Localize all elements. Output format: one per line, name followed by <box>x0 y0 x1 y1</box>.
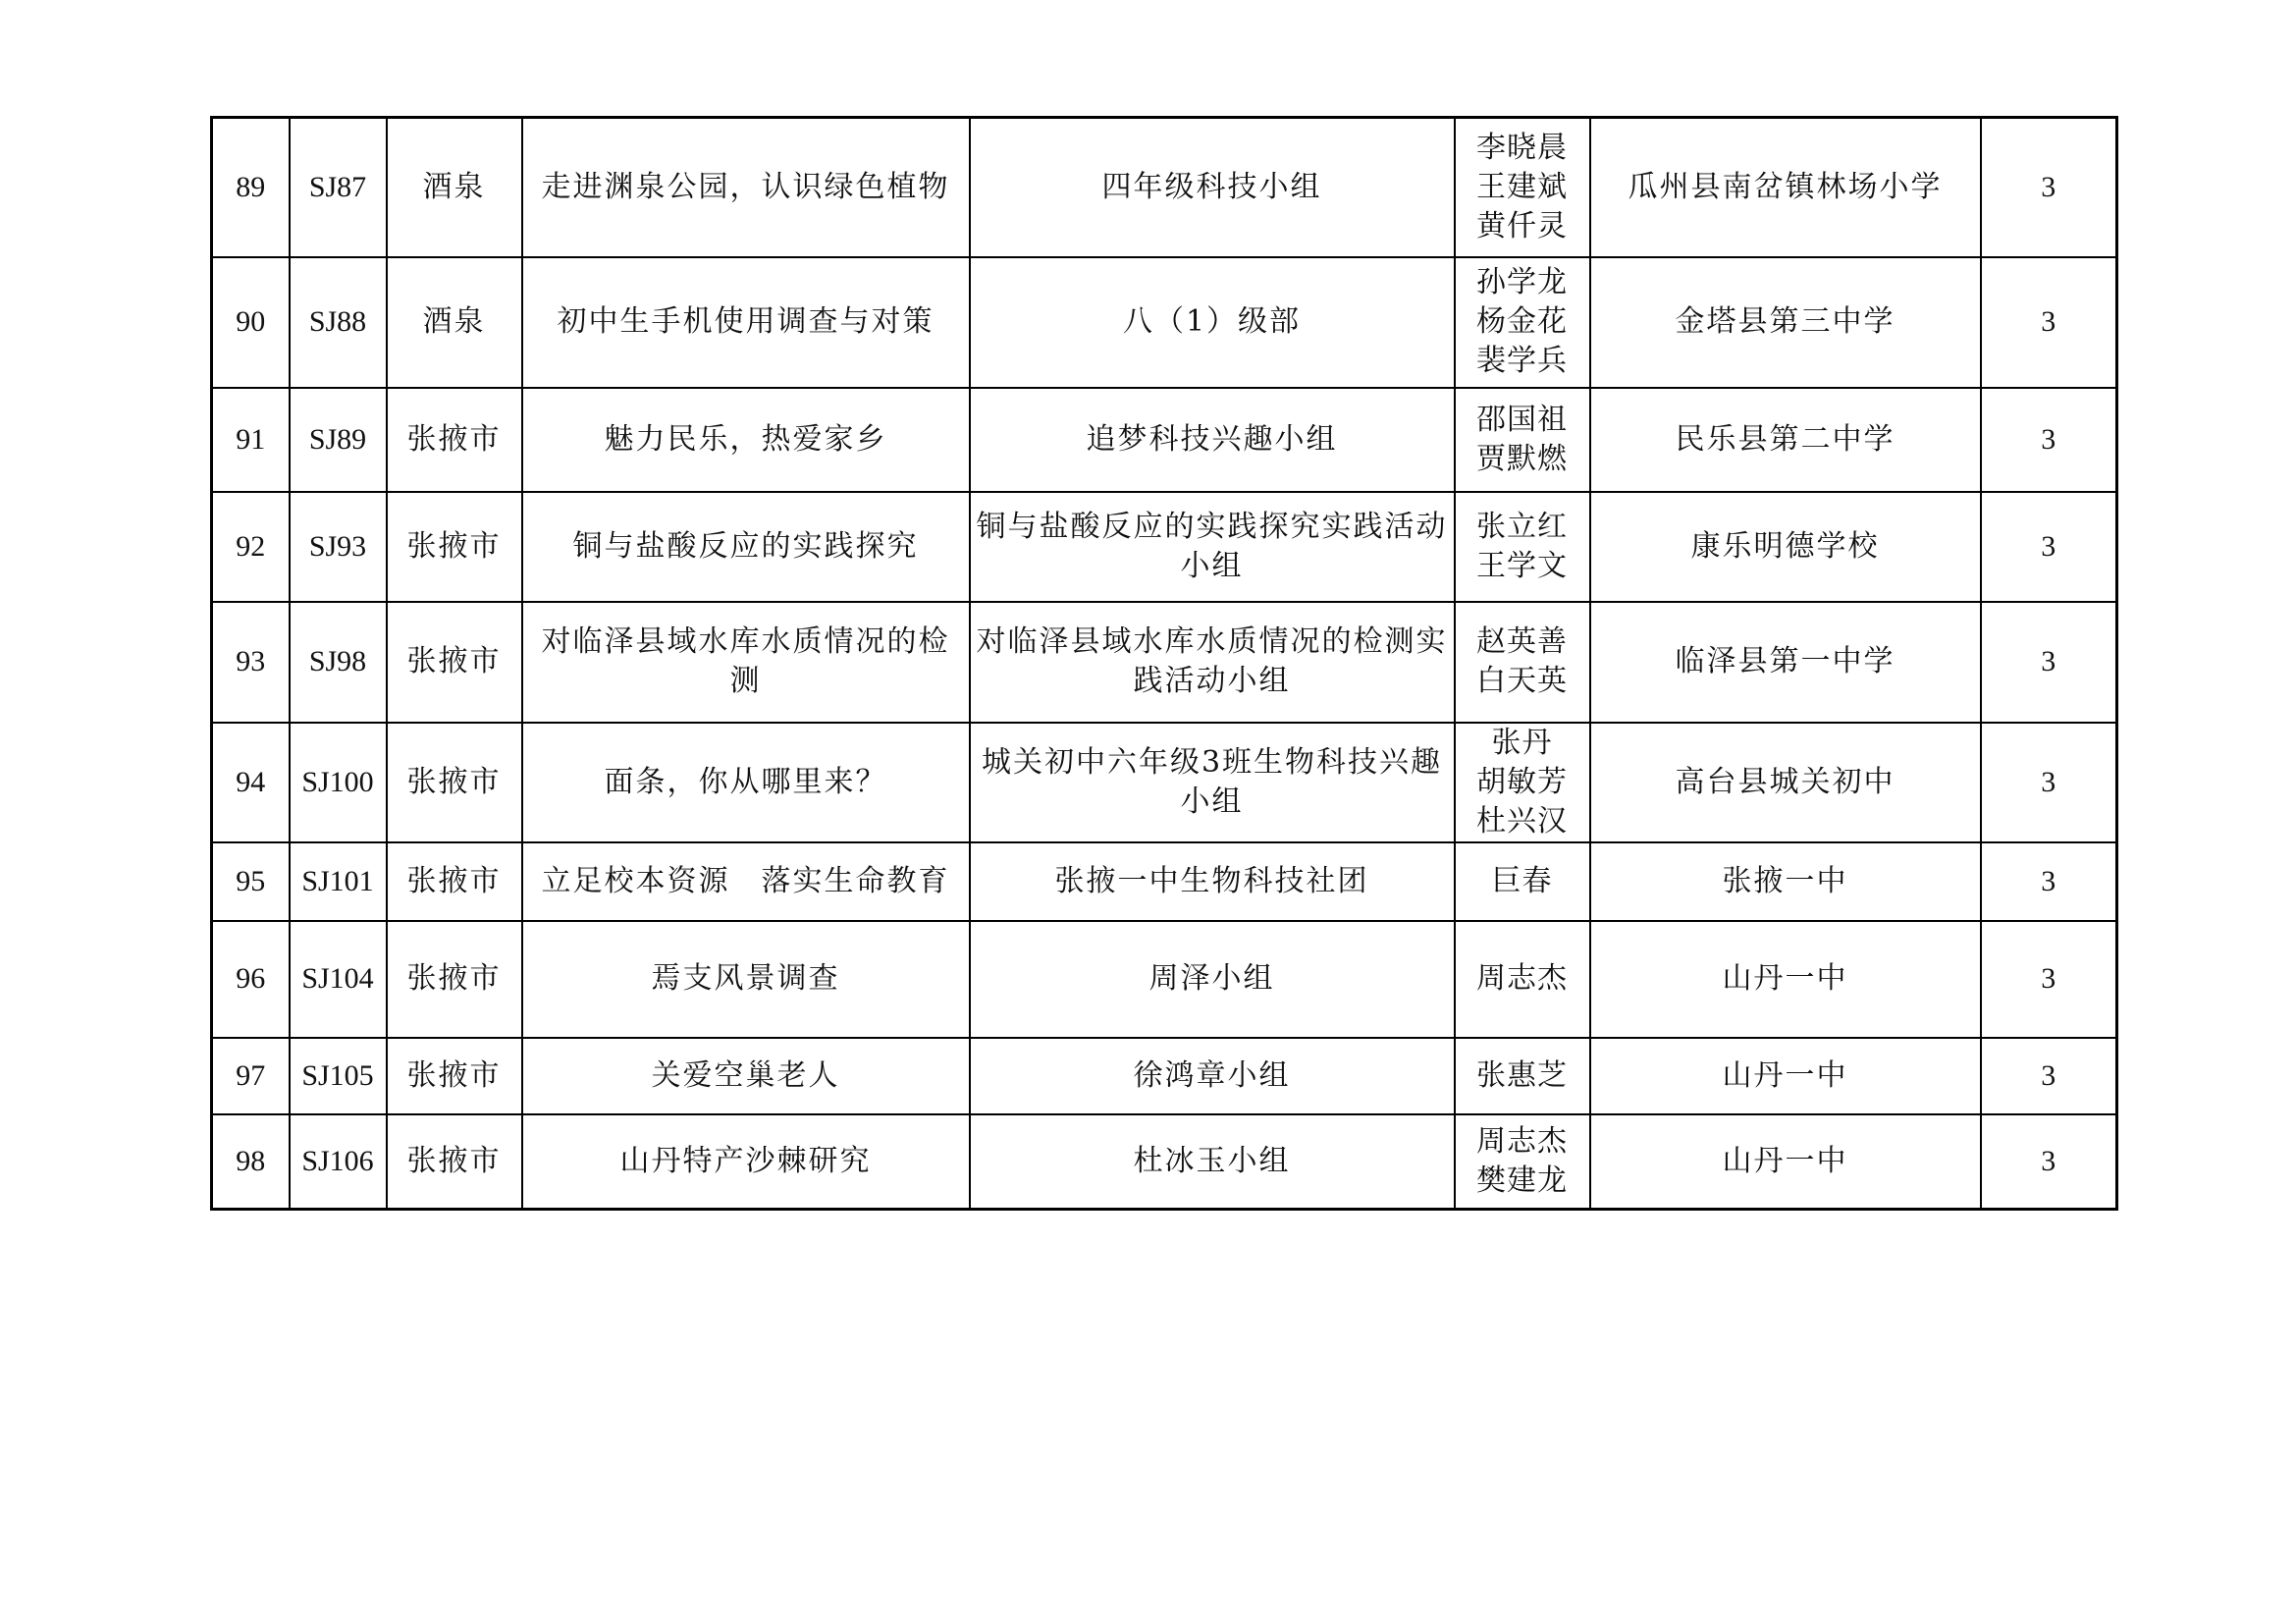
grade-cell: 3 <box>1981 118 2117 257</box>
advisors-cell <box>1455 723 1590 842</box>
city-cell: 张掖市 <box>387 921 522 1038</box>
advisor-name: 黄仟灵 <box>1476 208 1568 243</box>
advisor-name: 赵英善 <box>1476 624 1568 659</box>
group-name-cell: 张掖一中生物科技社团 <box>970 842 1455 921</box>
school-cell: 金塔县第三中学 <box>1590 257 1981 388</box>
grade-cell: 3 <box>1981 1038 2117 1114</box>
advisor-name: 周志杰 <box>1476 961 1568 996</box>
school-cell: 康乐明德学校 <box>1590 492 1981 602</box>
advisor-name: 张立红 <box>1476 509 1568 544</box>
table-row <box>212 257 2117 388</box>
advisor-name: 王学文 <box>1476 548 1568 583</box>
advisors-cell <box>1455 921 1590 1038</box>
group-name-cell: 杜冰玉小组 <box>970 1114 1455 1210</box>
city-cell: 张掖市 <box>387 1038 522 1114</box>
group-name-cell: 城关初中六年级3班生物科技兴趣小组 <box>970 723 1455 842</box>
grade-cell: 3 <box>1981 921 2117 1038</box>
city-cell: 张掖市 <box>387 602 522 723</box>
advisor-name: 王建斌 <box>1476 169 1568 204</box>
table-row <box>212 1114 2117 1210</box>
city-cell: 酒泉 <box>387 257 522 388</box>
row-number-cell: 94 <box>212 723 290 842</box>
city-cell: 张掖市 <box>387 723 522 842</box>
row-number-cell: 91 <box>212 388 290 492</box>
school-cell: 民乐县第二中学 <box>1590 388 1981 492</box>
group-name-cell: 徐鸿章小组 <box>970 1038 1455 1114</box>
project-code-cell: SJ98 <box>290 602 387 723</box>
project-code-cell: SJ100 <box>290 723 387 842</box>
group-name-cell: 四年级科技小组 <box>970 118 1455 257</box>
advisors-cell <box>1455 602 1590 723</box>
project-title-cell: 对临泽县域水库水质情况的检测 <box>522 602 970 723</box>
project-code-cell: SJ88 <box>290 257 387 388</box>
row-number-cell: 96 <box>212 921 290 1038</box>
city-cell: 张掖市 <box>387 1114 522 1210</box>
city-cell: 张掖市 <box>387 388 522 492</box>
group-name-cell: 周泽小组 <box>970 921 1455 1038</box>
advisor-name: 杨金花 <box>1476 304 1568 339</box>
school-cell: 山丹一中 <box>1590 921 1981 1038</box>
row-number-cell: 95 <box>212 842 290 921</box>
project-title-cell: 焉支风景调查 <box>522 921 970 1038</box>
grade-cell: 3 <box>1981 492 2117 602</box>
school-cell: 瓜州县南岔镇林场小学 <box>1590 118 1981 257</box>
group-name-cell: 八（1）级部 <box>970 257 1455 388</box>
project-title-cell: 铜与盐酸反应的实践探究 <box>522 492 970 602</box>
grade-cell: 3 <box>1981 723 2117 842</box>
advisor-name: 周志杰 <box>1476 1123 1568 1159</box>
school-cell: 张掖一中 <box>1590 842 1981 921</box>
advisor-name: 胡敏芳 <box>1476 764 1568 799</box>
award-table <box>210 116 2118 1211</box>
school-cell: 临泽县第一中学 <box>1590 602 1981 723</box>
table-body <box>212 118 2117 1210</box>
advisor-name: 樊建龙 <box>1476 1163 1568 1198</box>
grade-cell: 3 <box>1981 1114 2117 1210</box>
project-code-cell: SJ93 <box>290 492 387 602</box>
table-row <box>212 921 2117 1038</box>
project-title-cell: 魅力民乐，热爱家乡 <box>522 388 970 492</box>
table-row <box>212 723 2117 842</box>
grade-cell: 3 <box>1981 257 2117 388</box>
row-number-cell: 98 <box>212 1114 290 1210</box>
project-title-cell: 面条，你从哪里来？ <box>522 723 970 842</box>
advisors-cell <box>1455 388 1590 492</box>
school-cell: 山丹一中 <box>1590 1114 1981 1210</box>
advisor-name: 裴学兵 <box>1476 344 1568 378</box>
group-name-cell: 铜与盐酸反应的实践探究实践活动小组 <box>970 492 1455 602</box>
advisor-name: 邵国祖 <box>1476 402 1568 437</box>
advisors-cell <box>1455 1114 1590 1210</box>
table-row <box>212 1038 2117 1114</box>
row-number-cell: 89 <box>212 118 290 257</box>
advisor-name: 杜兴汉 <box>1476 803 1568 839</box>
table-row <box>212 118 2117 257</box>
table-row <box>212 388 2117 492</box>
group-name-cell: 追梦科技兴趣小组 <box>970 388 1455 492</box>
project-code-cell: SJ105 <box>290 1038 387 1114</box>
advisors-cell <box>1455 492 1590 602</box>
advisors-cell <box>1455 1038 1590 1114</box>
grade-cell: 3 <box>1981 388 2117 492</box>
advisors-cell <box>1455 118 1590 257</box>
project-title-cell: 走进渊泉公园，认识绿色植物 <box>522 118 970 257</box>
project-code-cell: SJ104 <box>290 921 387 1038</box>
grade-cell: 3 <box>1981 842 2117 921</box>
table-row <box>212 842 2117 921</box>
table-row <box>212 602 2117 723</box>
grade-cell: 3 <box>1981 602 2117 723</box>
advisor-name: 张惠芝 <box>1476 1057 1568 1093</box>
school-cell: 山丹一中 <box>1590 1038 1981 1114</box>
project-title-cell: 山丹特产沙棘研究 <box>522 1114 970 1210</box>
row-number-cell: 93 <box>212 602 290 723</box>
project-code-cell: SJ87 <box>290 118 387 257</box>
project-title-cell: 立足校本资源 落实生命教育 <box>522 842 970 921</box>
row-number-cell: 97 <box>212 1038 290 1114</box>
city-cell: 酒泉 <box>387 118 522 257</box>
project-code-cell: SJ89 <box>290 388 387 492</box>
advisors-cell <box>1455 257 1590 388</box>
advisor-name: 巨春 <box>1491 863 1553 898</box>
advisor-name: 贾默燃 <box>1476 441 1568 476</box>
city-cell: 张掖市 <box>387 492 522 602</box>
project-code-cell: SJ106 <box>290 1114 387 1210</box>
row-number-cell: 90 <box>212 257 290 388</box>
city-cell: 张掖市 <box>387 842 522 921</box>
group-name-cell: 对临泽县域水库水质情况的检测实践活动小组 <box>970 602 1455 723</box>
advisor-name: 孙学龙 <box>1476 265 1568 299</box>
row-number-cell: 92 <box>212 492 290 602</box>
advisors-cell <box>1455 842 1590 921</box>
table-row <box>212 492 2117 602</box>
advisor-name: 白天英 <box>1476 664 1568 698</box>
project-code-cell: SJ101 <box>290 842 387 921</box>
advisor-name: 张丹 <box>1491 725 1553 760</box>
project-title-cell: 关爱空巢老人 <box>522 1038 970 1114</box>
project-title-cell: 初中生手机使用调查与对策 <box>522 257 970 388</box>
school-cell: 高台县城关初中 <box>1590 723 1981 842</box>
advisor-name: 李晓晨 <box>1476 130 1568 165</box>
